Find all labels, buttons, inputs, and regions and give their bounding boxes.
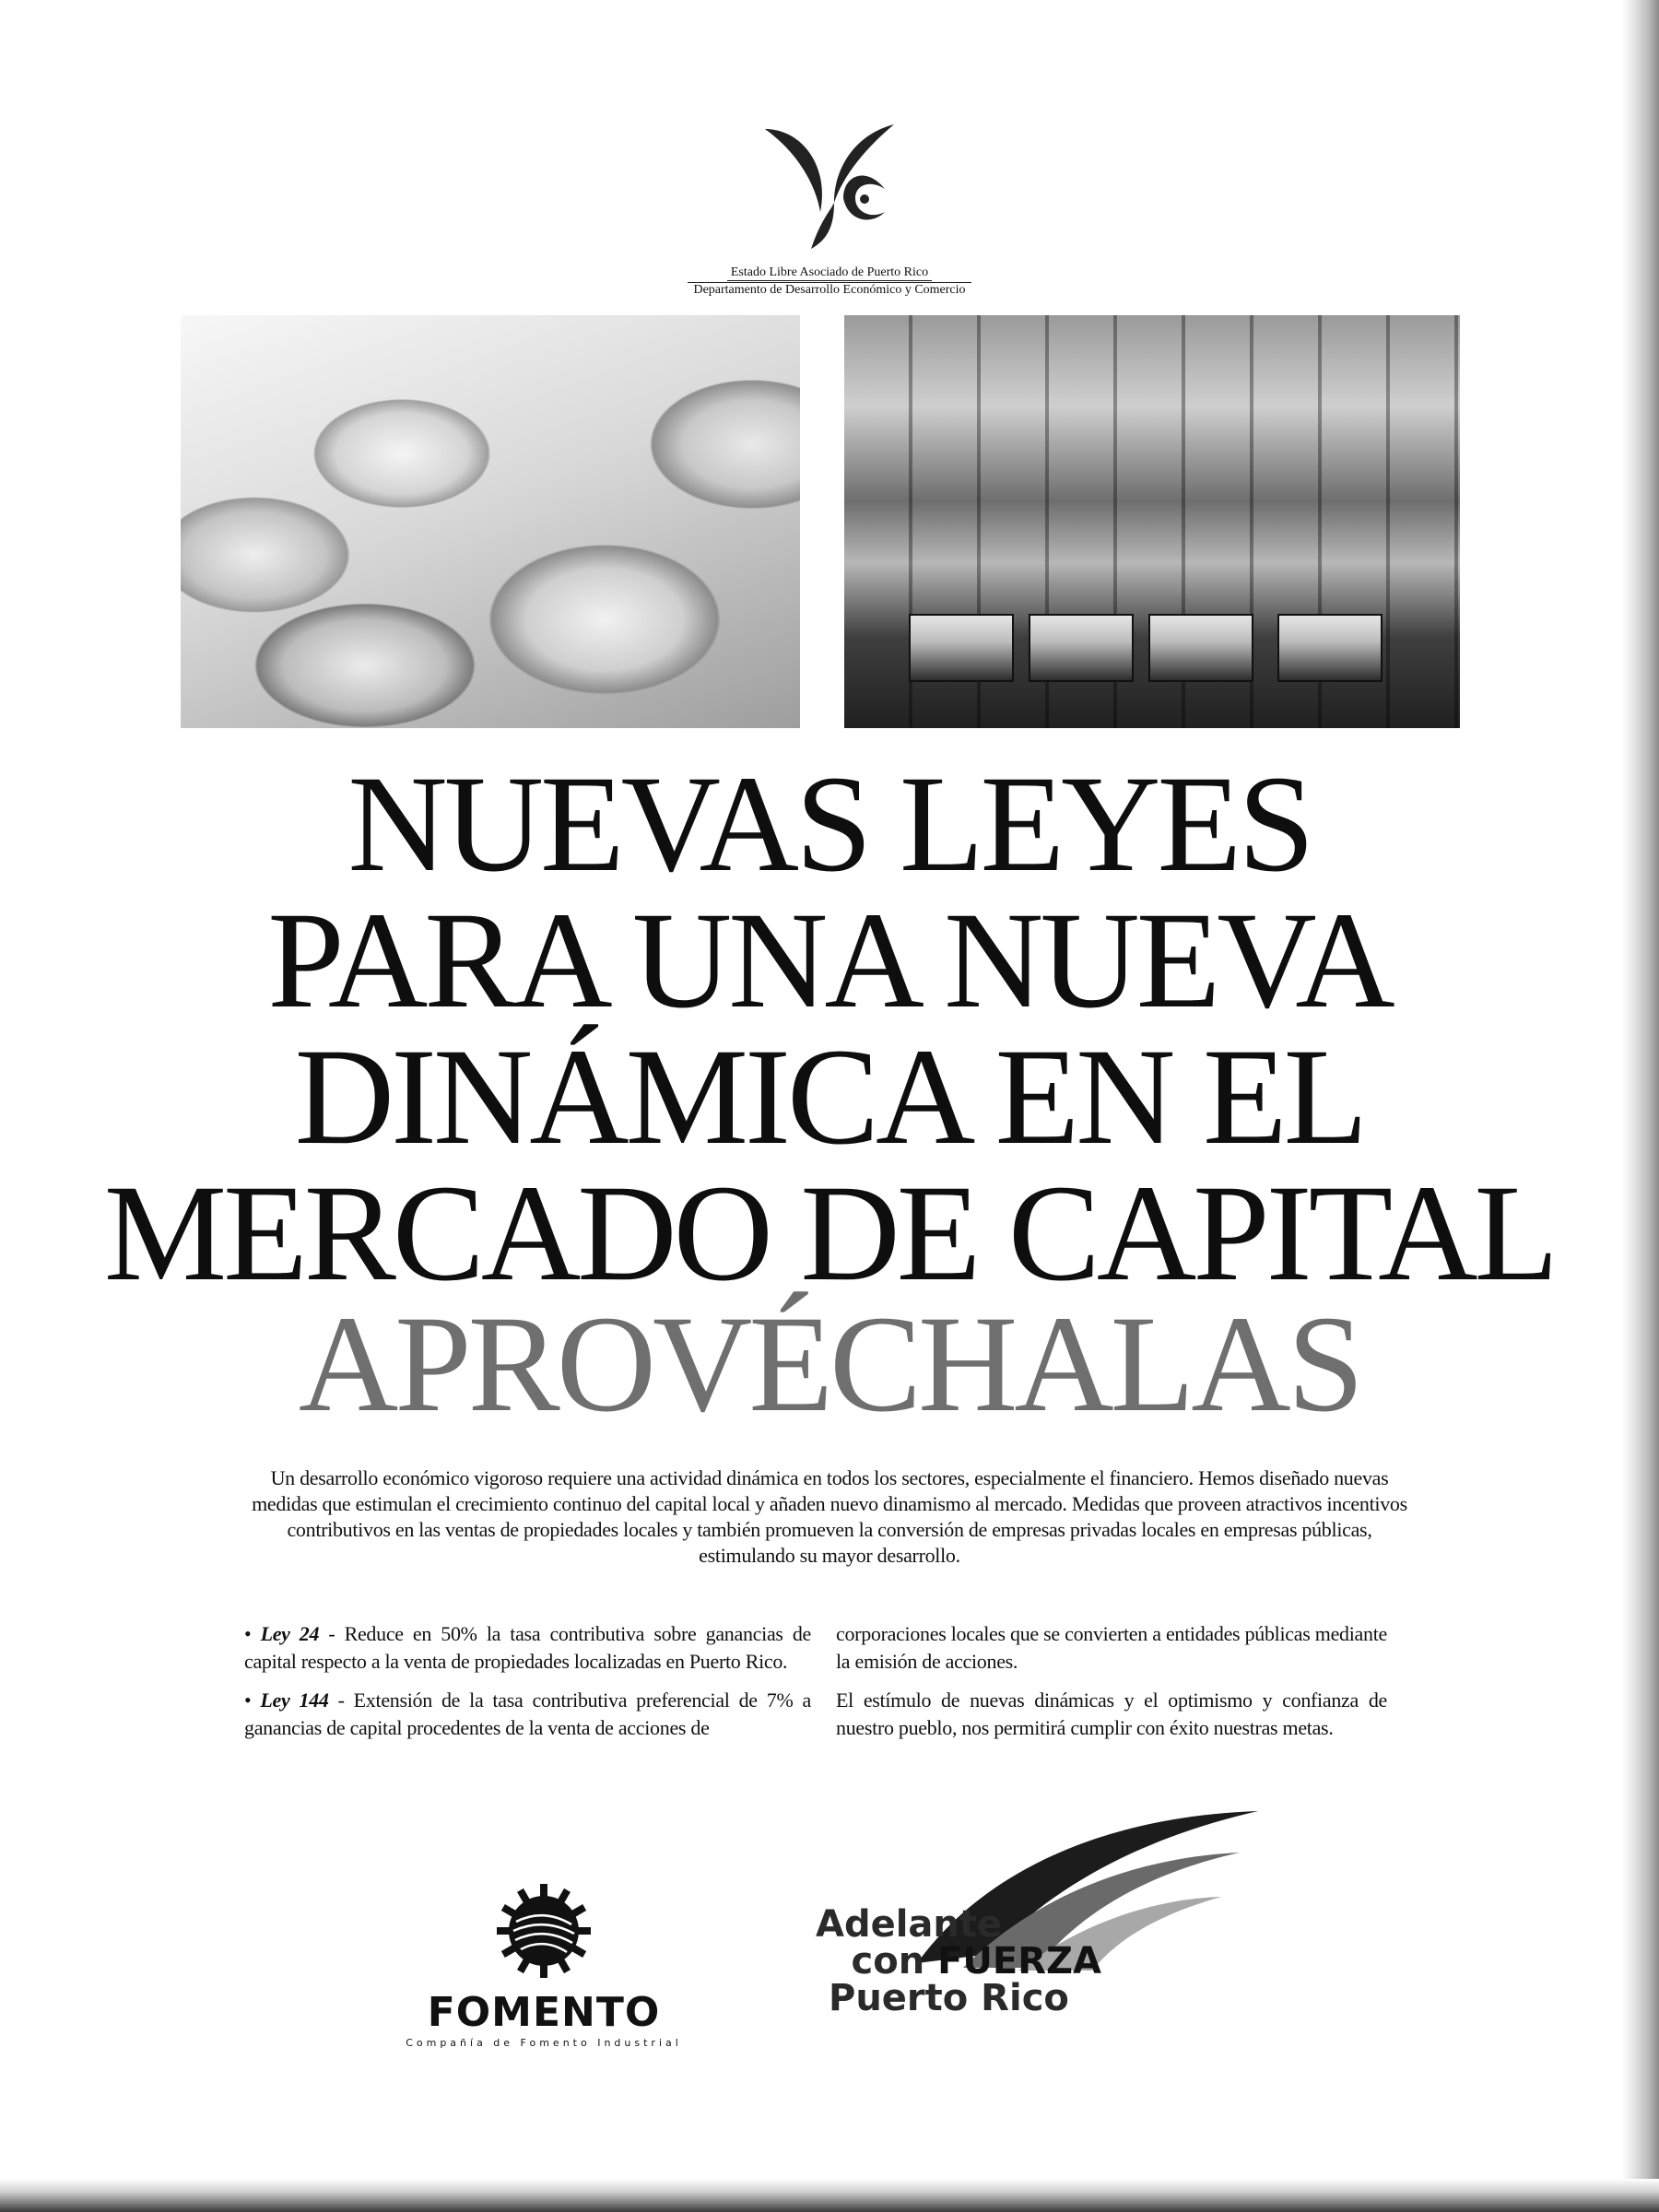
bullet: •: [244, 1622, 252, 1645]
law-name: Ley 144: [260, 1688, 329, 1712]
bullet: •: [244, 1688, 252, 1712]
desk-shape: [1148, 614, 1253, 682]
fomento-gear-logo-icon: [493, 1880, 594, 1982]
desk-shape: [1029, 614, 1134, 682]
slogan-line-1: Adelante: [816, 1903, 1003, 1946]
department-name: Departamento de Desarrollo Económico y Comercio: [688, 282, 971, 298]
government-logo-icon: [747, 111, 912, 258]
trading-floor-photo: [844, 315, 1460, 728]
right-column: [836, 1620, 1387, 1753]
law-item: [244, 1687, 811, 1742]
slogan-line-3: Puerto Rico: [829, 1977, 1069, 2019]
law-description: - Reduce en 50% la tasa contributiva sobre ganancias de capital respecto a la venta de propiedades localizadas en Puerto Rico.: [244, 1622, 811, 1673]
law-description: - Extensión de la tasa contributiva preferencial de 7% a ganancias de capital procedentes de la venta de acciones de: [244, 1688, 811, 1739]
desk-shape: [909, 614, 1014, 682]
desk-shape: [1277, 614, 1382, 682]
subheadline: APROVÉCHALAS: [298, 1288, 1361, 1441]
law-item: [244, 1620, 811, 1676]
headline-line-4: MERCADO DE CAPITAL: [103, 1157, 1556, 1310]
fomento-subtitle: Compañía de Fomento Industrial: [406, 2037, 682, 2049]
page-edge-shadow-bottom: [0, 2179, 1659, 2212]
intro-paragraph: Un desarrollo económico vigoroso requiere una actividad dinámica en todos los sectores, especialmente el financiero. Hemos diseñado nuevas medidas que estimulan el crecimiento continuo del capital local y añaden nuevo dinamismo al mercado. Medidas que proveen atractivos incentivos contributivos en las ventas de propiedades locales y también promueven la conversión de empresas privadas locales en empresas públicas, estimulando su mayor desarrollo.: [252, 1466, 1407, 1567]
fomento-name: FOMENTO: [427, 1989, 661, 2036]
law-name: Ley 24: [260, 1622, 320, 1645]
right-paragraph-1: corporaciones locales que se convierten a entidades públicas mediante la emisión de acciones.: [836, 1622, 1387, 1673]
right-paragraph-2: El estímulo de nuevas dinámicas y el optimismo y confianza de nuestro pueblo, nos permitirá cumplir con éxito nuestras metas.: [836, 1688, 1387, 1739]
fomento-logo-block: [396, 1880, 691, 2049]
slogan-line-2: [806, 1940, 1101, 1983]
page-edge-shadow-right: [1622, 0, 1659, 2212]
slogan-block: [806, 1806, 1286, 2046]
headline-line-3: DINÁMICA EN EL: [294, 1020, 1365, 1173]
slogan-line-2-strong: FUERZA: [937, 1940, 1101, 1983]
headline-line-1: NUEVAS LEYES: [347, 747, 1312, 900]
coins-photo: [181, 315, 800, 728]
government-name: Estado Libre Asociado de Puerto Rico: [727, 265, 932, 281]
left-column: [244, 1620, 811, 1753]
headline: [92, 747, 1567, 1310]
slogan-text: [806, 1903, 1101, 2019]
headline-line-2: PARA UNA NUEVA: [267, 884, 1392, 1037]
slogan-line-2-prefix: con: [851, 1940, 938, 1983]
government-header: [553, 111, 1106, 298]
